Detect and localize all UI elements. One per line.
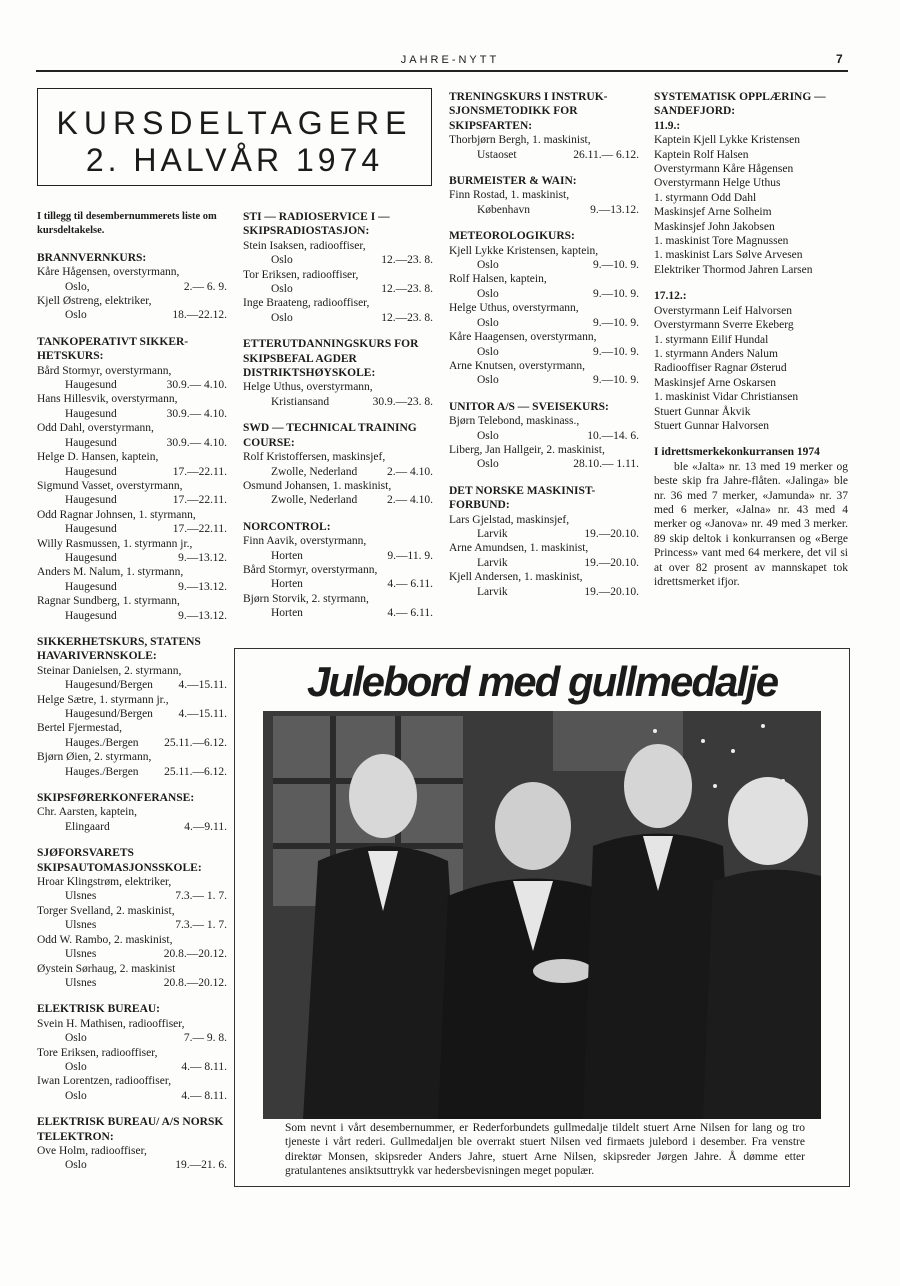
column-2 [243, 210, 439, 633]
participant-place: Oslo [477, 429, 499, 442]
julebord-caption: Som nevnt i vårt desembernummer, er Rederforbundets gullmedalje tildelt stuert Arne Nilsen for lang og tro tjeneste i vårt rederi. Gullmedaljen ble overrakt stuert Nilsen ved firmaets julebord i desember. Fra venstre direktør Monsen, skipsreder Anders Jahre, stuert Arne Nilsen, skipsreder Jørgen Jahre. Å dømme etter gratulantenes ansiktsuttrykk var hedersbevisningen meget populær. [285, 1122, 805, 1178]
course-section [37, 335, 233, 623]
trainee-name: Overstyrmann Helge Uthus [654, 177, 781, 190]
participant-date: 19.—20.10. [584, 585, 639, 598]
participant-place: Horten [271, 549, 303, 562]
participant-place-date [37, 918, 233, 932]
participant-place-date [243, 465, 439, 479]
participant-place-date [243, 253, 439, 267]
participant-place: Haugesund [65, 523, 117, 536]
participant-place-date [37, 820, 233, 834]
participant-place: Haugesund [65, 551, 117, 564]
participant-place-date [37, 493, 233, 507]
course-section [243, 210, 439, 325]
participant-name: Steinar Danielsen, 2. styrmann, [37, 664, 182, 677]
participant-place: Larvik [477, 527, 508, 540]
participant-name: Helge D. Hansen, kaptein, [37, 451, 159, 464]
participant-name: Iwan Lorentzen, radiooffiser, [37, 1075, 172, 1088]
participant-name: Helge Uthus, overstyrmann, [243, 381, 373, 394]
julebord-article [234, 648, 850, 1187]
participant-name: Osmund Johansen, 1. maskinist, [243, 479, 392, 492]
participant-date: 12.—23. 8. [381, 311, 433, 324]
trainee-name: Stuert Gunnar Halvorsen [654, 419, 769, 432]
course-heading: NORCONTROL: [243, 520, 331, 533]
participant-date: 17.—22.11. [172, 465, 227, 478]
participant-place: Elingaard [65, 820, 110, 833]
trainee-name: Maskinsjef Arne Solheim [654, 206, 772, 219]
course-section [37, 791, 233, 834]
participant-place-date [37, 551, 233, 565]
participant-name: Tor Eriksen, radiooffiser, [243, 268, 359, 281]
participant-date: 28.10.— 1.11. [573, 458, 639, 471]
course-heading: SKIPSFØRERKONFERANSE: [37, 792, 195, 805]
participant-name: Øystein Sørhaug, 2. maskinist [37, 962, 176, 975]
course-section [243, 337, 439, 409]
title-line-1: KURSDELTAGERE [56, 105, 413, 141]
participant-place-date [449, 527, 645, 541]
participant-date: 4.— 8.11. [181, 1060, 227, 1073]
participant-place: Haugesund [65, 609, 117, 622]
participant-name: Torger Svelland, 2. maskinist, [37, 904, 175, 917]
group1-names [654, 133, 848, 277]
participant-date: 30.9.— 4.10. [166, 379, 227, 392]
participant-name: Tore Eriksen, radiooffiser, [37, 1046, 158, 1059]
participant-name: Svein H. Mathisen, radiooffiser, [37, 1017, 185, 1030]
course-heading: TANKOPERATIVT SIKKER-HETSKURS: [37, 335, 189, 363]
participant-name: Kjell Lykke Kristensen, kaptein, [449, 244, 599, 257]
participant-place: Ulsnes [65, 948, 97, 961]
participant-place-date [37, 1060, 233, 1074]
participant-name: Chr. Aarsten, kaptein, [37, 806, 137, 819]
group2-names [654, 304, 848, 434]
participant-place: Ulsnes [65, 976, 97, 989]
header-rule [36, 70, 848, 72]
trainee-name: Maskinsjef Arne Oskarsen [654, 376, 777, 389]
course-heading: ELEKTRISK BUREAU: [37, 1003, 161, 1016]
participant-date: 7.3.— 1. 7. [175, 919, 227, 932]
participant-place-date [37, 1031, 233, 1045]
trainee-name: Kaptein Kjell Lykke Kristensen [654, 134, 800, 147]
participant-date: 10.—14. 6. [587, 429, 639, 442]
participant-place: Horten [271, 607, 303, 620]
participant-place-date [243, 549, 439, 563]
participant-date: 19.—20.10. [584, 527, 639, 540]
participant-date: 9.—13.12. [178, 580, 227, 593]
participant-date: 2.— 4.10. [387, 494, 433, 507]
participant-date: 30.9.— 4.10. [166, 407, 227, 420]
participant-name: Rolf Kristoffersen, maskinsjef, [243, 451, 386, 464]
participant-place: Haugesund [65, 407, 117, 420]
participant-name: Stein Isaksen, radiooffiser, [243, 239, 366, 252]
participant-place: København [477, 203, 531, 216]
participant-date: 9.—10. 9. [593, 259, 639, 272]
participant-place-date [37, 1089, 233, 1103]
julebord-photo [263, 711, 821, 1119]
column-1-sections [37, 251, 233, 1173]
participant-date: 19.—20.10. [584, 556, 639, 569]
course-heading: TRENINGSKURS I INSTRUK-SJONSMETODIKK FOR SKIPSFARTEN: [449, 91, 608, 132]
participant-name: Hans Hillesvik, overstyrmann, [37, 393, 178, 406]
participant-date: 9.—10. 9. [593, 316, 639, 329]
course-section [37, 846, 233, 990]
participant-place: Haugesund [65, 465, 117, 478]
participant-date: 26.11.— 6.12. [573, 148, 639, 161]
trainee-name: 1. maskinist Tore Magnussen [654, 235, 789, 248]
participant-date: 30.9.— 4.10. [166, 436, 227, 449]
participant-place: Zwolle, Nederland [271, 494, 358, 507]
participant-place: Hauges./Bergen [65, 736, 139, 749]
participant-place: Haugesund [65, 580, 117, 593]
trainee-name: 1. maskinist Lars Sølve Arvesen [654, 249, 803, 262]
sports-text [654, 460, 848, 590]
participant-date: 9.—13.12. [178, 609, 227, 622]
participant-name: Finn Aavik, overstyrmann, [243, 535, 367, 548]
participant-place: Haugesund/Bergen [65, 708, 153, 720]
participant-date: 9.—10. 9. [593, 374, 639, 387]
participant-place: Ulsnes [65, 890, 97, 903]
course-heading: SJØFORSVARETS SKIPSAUTOMASJONSSKOLE: [37, 847, 202, 874]
participant-date: 9.—10. 9. [593, 345, 639, 358]
participant-name: Bjørn Øien, 2. styrmann, [37, 751, 152, 764]
participant-place-date [37, 765, 233, 779]
participant-place: Hauges./Bergen [65, 765, 139, 778]
course-heading: DET NORSKE MASKINIST-FORBUND: [449, 484, 596, 512]
participant-name: Hroar Klingstrøm, elektriker, [37, 876, 172, 889]
participant-place-date [243, 577, 439, 591]
participant-name: Bård Stormyr, overstyrmann, [243, 563, 378, 576]
participant-place-date [243, 493, 439, 507]
participant-name: Arne Knutsen, overstyrmann, [449, 359, 586, 372]
participant-place: Kristiansand [271, 395, 330, 408]
title-box [37, 88, 432, 186]
participant-place: Haugesund [65, 436, 117, 449]
participant-date: 9.—10. 9. [593, 287, 639, 300]
participant-place-date [243, 606, 439, 620]
participant-place: Oslo [65, 1032, 87, 1045]
participant-name: Bertel Fjermestad, [37, 722, 122, 735]
trainee-name: Overstyrmann Leif Halvorsen [654, 304, 792, 317]
participant-place-date [449, 457, 645, 471]
participant-name: Odd Dahl, overstyrmann, [37, 422, 154, 435]
participant-place-date [37, 947, 233, 961]
participant-place-date [449, 345, 645, 359]
participant-date: 4.—9.11. [184, 820, 227, 833]
column-3 [449, 90, 645, 611]
course-heading: UNITOR A/S — SVEISEKURS: [449, 400, 609, 413]
participant-name: Liberg, Jan Hallgeir, 2. maskinist, [449, 443, 605, 456]
sports-heading: I idrettsmerkekonkurransen 1974 [654, 446, 820, 459]
course-section [37, 251, 233, 323]
participant-place: Larvik [477, 556, 508, 569]
participant-place-date [37, 889, 233, 903]
trainee-name: Maskinsjef John Jakobsen [654, 220, 775, 233]
participant-place: Oslo [65, 1060, 87, 1073]
participant-place-date [37, 580, 233, 594]
participant-date: 12.—23. 8. [381, 283, 433, 296]
participant-place-date [449, 373, 645, 387]
participant-date: 4.—15.11. [178, 679, 227, 692]
participant-date: 7.3.— 1. 7. [175, 890, 227, 903]
participant-place: Haugesund [65, 494, 117, 507]
participant-place: Horten [271, 578, 303, 591]
participant-place: Oslo, [65, 280, 90, 293]
course-heading: ETTERUTDANNINGSKURS FOR SKIPSBEFAL AGDER DISTRIKTSHØYSKOLE: [243, 338, 419, 380]
participant-place-date [449, 148, 645, 162]
participant-place-date [37, 707, 233, 721]
participant-place-date [37, 436, 233, 450]
participant-name: Helge Sætre, 1. styrmann jr., [37, 693, 169, 706]
participant-date: 17.—22.11. [172, 494, 227, 507]
participant-name: Anders M. Nalum, 1. styrmann, [37, 566, 184, 579]
participant-place-date [449, 203, 645, 217]
participant-place-date [449, 258, 645, 272]
participant-place: Ustaoset [477, 148, 517, 161]
participant-name: Bjørn Telebond, maskinass., [449, 415, 580, 428]
trainee-name: Stuert Gunnar Åkvik [654, 405, 751, 418]
participant-place-date [37, 736, 233, 750]
participant-name: Arne Amundsen, 1. maskinist, [449, 542, 589, 555]
course-section [37, 635, 233, 779]
course-section [449, 174, 645, 217]
participant-date: 9.—13.12. [178, 551, 227, 564]
course-heading: BURMEISTER & WAIN: [449, 175, 577, 188]
participant-name: Sigmund Vasset, overstyrmann, [37, 479, 183, 492]
participant-place: Oslo [271, 311, 293, 324]
course-heading: SWD — TECHNICAL TRAINING COURSE: [243, 422, 417, 449]
column-4 [654, 90, 848, 589]
participant-place-date [37, 1158, 233, 1172]
participant-name: Kåre Hågensen, overstyrmann, [37, 266, 180, 279]
participant-name: Thorbjørn Bergh, 1. maskinist, [449, 134, 591, 147]
participant-place-date [449, 429, 645, 443]
participant-place-date [37, 407, 233, 421]
participant-date: 9.—13.12. [590, 203, 639, 216]
participant-place: Oslo [477, 259, 499, 272]
participant-date: 20.8.—20.12. [163, 976, 227, 989]
trainee-name: Elektriker Thormod Jahren Larsen [654, 263, 813, 276]
participant-date: 30.9.—23. 8. [372, 395, 433, 408]
participant-place-date [243, 282, 439, 296]
participant-date: 4.— 6.11. [387, 578, 433, 591]
participant-name: Rolf Halsen, kaptein, [449, 273, 547, 286]
participant-date: 7.— 9. 8. [183, 1032, 227, 1045]
participant-name: Odd Ragnar Johnsen, 1. styrmann, [37, 508, 196, 521]
participant-place: Oslo [477, 374, 499, 387]
participant-date: 4.— 6.11. [387, 607, 433, 620]
participant-name: Finn Rostad, 1. maskinist, [449, 189, 570, 202]
participant-date: 2.— 4.10. [387, 465, 433, 478]
participant-place: Oslo [271, 254, 293, 267]
participant-place-date [37, 976, 233, 990]
participant-date: 18.—22.12. [172, 309, 227, 322]
participant-name: Kjell Østreng, elektriker, [37, 295, 152, 308]
column-1 [37, 210, 233, 1185]
course-heading: BRANNVERNKURS: [37, 251, 147, 264]
course-section [449, 229, 645, 387]
participant-place: Larvik [477, 585, 508, 598]
column-2-sections [243, 210, 439, 621]
participant-place: Ulsnes [65, 919, 97, 932]
participant-name: Bjørn Storvik, 2. styrmann, [243, 592, 369, 605]
participant-date: 4.—15.11. [178, 708, 227, 720]
participant-place: Oslo [65, 309, 87, 322]
participant-place-date [37, 465, 233, 479]
trainee-name: Overstyrmann Sverre Ekeberg [654, 319, 794, 332]
participant-date: 2.— 6. 9. [183, 280, 227, 293]
participant-name: Willy Rasmussen, 1. styrmann jr., [37, 537, 193, 550]
participant-place: Oslo [271, 283, 293, 296]
participant-place-date [243, 395, 439, 409]
participant-place: Zwolle, Nederland [271, 465, 358, 478]
participant-date: 9.—11. 9. [387, 549, 433, 562]
course-heading: SIKKERHETSKURS, STATENS HAVARIVERNSKOLE: [37, 635, 201, 663]
intro-text: I tillegg til desembernummerets liste om kursdeltakelse. [37, 211, 217, 237]
course-section [37, 1002, 233, 1103]
participant-date: 4.— 8.11. [181, 1089, 227, 1102]
participant-place: Oslo [477, 458, 499, 471]
participant-place-date [243, 311, 439, 325]
group2-date: 17.12.: [654, 290, 687, 303]
participant-place: Haugesund [65, 379, 117, 392]
participant-date: 12.—23. 8. [381, 254, 433, 267]
participant-place: Oslo [477, 287, 499, 300]
participant-place-date [37, 522, 233, 536]
course-heading: ELEKTRISK BUREAU/ A/S NORSK TELEKTRON: [37, 1116, 224, 1143]
trainee-name: Kaptein Rolf Halsen [654, 148, 749, 161]
running-title: JAHRE-NYTT [400, 54, 500, 66]
course-section [449, 90, 645, 162]
participant-place: Oslo [65, 1159, 87, 1172]
participant-date: 17.—22.11. [172, 523, 227, 536]
sports-text-body: ble «Jalta» nr. 13 med 19 merker og beste skip fra Jahre-flåten. «Jalinga» ble nr. 36 med 7 merker, «Jamunda» nr. 37 med 6 merker, «Jalna» nr. 43 med 4 merker og «Janova» nr. 49 med 3 merker. 89 skip deltok i konkurransen og «Berge Princess» vant med 64 merkere, det vil si at over 82 prosent av mannskapet tok idrettsmerket ifjor. [654, 460, 848, 588]
trainee-name: Overstyrmann Kåre Hågensen [654, 163, 794, 176]
participant-name: Odd W. Rambo, 2. maskinist, [37, 933, 173, 946]
participant-name: Lars Gjelstad, maskinsjef, [449, 513, 570, 526]
column-3-sections [449, 90, 645, 599]
trainee-name: Radiooffiser Ragnar Østerud [654, 362, 787, 375]
participant-name: Kåre Haagensen, overstyrmann, [449, 331, 597, 344]
participant-place-date [37, 280, 233, 294]
page-number: 7 [836, 52, 843, 66]
trainee-name: 1. styrmann Odd Dahl [654, 191, 757, 204]
participant-place-date [449, 287, 645, 301]
participant-name: Ragnar Sundberg, 1. styrmann, [37, 595, 180, 608]
participant-place: Oslo [477, 316, 499, 329]
course-section [37, 1115, 233, 1173]
participant-place-date [37, 378, 233, 392]
participant-name: Helge Uthus, overstyrmann, [449, 302, 579, 315]
participant-place-date [449, 585, 645, 599]
course-section [243, 520, 439, 621]
participant-place-date [449, 316, 645, 330]
course-heading: METEOROLOGIKURS: [449, 230, 575, 243]
course-heading: STI — RADIOSERVICE I — SKIPSRADIOSTASJON: [243, 211, 390, 238]
group1-date: 11.9.: [654, 119, 681, 132]
course-section [449, 484, 645, 599]
participant-place: Oslo [477, 345, 499, 358]
participant-name: Ove Holm, radiooffiser, [37, 1144, 147, 1157]
participant-place-date [37, 678, 233, 692]
participant-date: 25.11.—6.12. [164, 765, 227, 778]
title-line-2: 2. HALVÅR 1974 [85, 142, 384, 178]
participant-place: Haugesund/Bergen [65, 679, 153, 692]
trainee-name: 1. styrmann Anders Nalum [654, 347, 778, 360]
participant-name: Inge Braateng, radiooffiser, [243, 297, 370, 310]
participant-place-date [37, 308, 233, 322]
trainee-name: 1. styrmann Eilif Hundal [654, 333, 769, 346]
julebord-title: Julebord med gullmedalje [306, 658, 778, 705]
participant-place: Oslo [65, 1089, 87, 1102]
trainee-name: 1. maskinist Vidar Christiansen [654, 391, 799, 404]
participant-date: 25.11.—6.12. [164, 736, 227, 749]
participant-place-date [449, 556, 645, 570]
participant-date: 20.8.—20.12. [163, 948, 227, 961]
course-section [243, 421, 439, 507]
photo-illustration [263, 711, 821, 1119]
participant-name: Bård Stormyr, overstyrmann, [37, 364, 172, 377]
participant-date: 19.—21. 6. [175, 1159, 227, 1172]
sandefjord-heading: SYSTEMATISK OPPLÆRING — SANDEFJORD: [654, 91, 826, 118]
participant-place-date [37, 609, 233, 623]
participant-name: Kjell Andersen, 1. maskinist, [449, 571, 583, 584]
course-section [449, 400, 645, 472]
